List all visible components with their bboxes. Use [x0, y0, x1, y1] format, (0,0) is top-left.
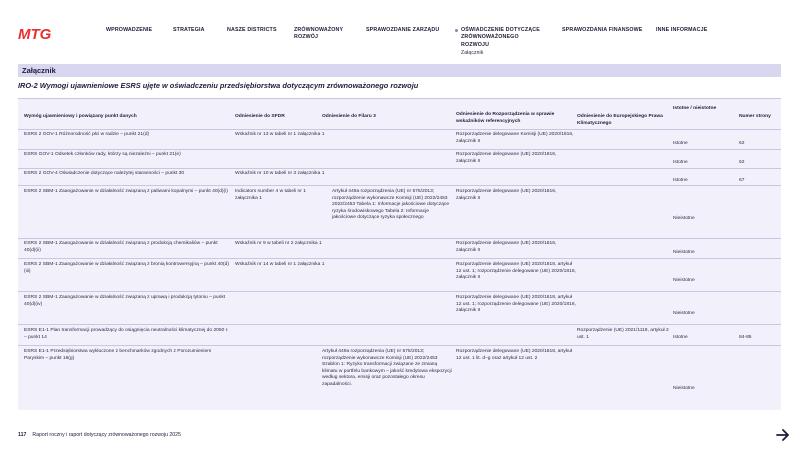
header-cell: Odniesienie do SFDR	[235, 114, 285, 119]
report-title: Raport roczny i raport dotyczący zrównoważonego rozwoju 2025	[32, 432, 181, 438]
page-footer	[18, 432, 181, 438]
cell-benchmark: Rozporządzenie delegowane Komisji (UE) 2020/1816, załącznik II	[456, 132, 574, 144]
cell-benchmark: Rozporządzenie delegowane (UE) 2020/1816, załącznik II	[456, 189, 557, 201]
nav-label: SPRAWOZDANIA FINANSOWE	[562, 27, 643, 33]
nav-label: ZRÓWNOWAŻONY	[294, 27, 344, 33]
header-cell: Odniesienie do Rozporządzenia w sprawie wskaźników referencyjnych	[456, 112, 555, 124]
cell-benchmark: Rozporządzenie delegowane (UE) 2020/1818, artykuł 12 ust. 1; rozporządzenie delegowane (UE) 2020/1816, załącznik II	[456, 295, 576, 313]
active-dot-icon	[455, 29, 458, 32]
cell-materiality: Nieistotne	[673, 386, 695, 391]
cell-page: 62	[739, 141, 745, 146]
nav-label: STRATEGIA	[173, 27, 205, 33]
table-row	[18, 292, 781, 325]
nav-label: INNE INFORMACJE	[656, 27, 708, 33]
nav-nasze-districts[interactable]	[227, 27, 277, 34]
cell-requirement: ESRS 2 SBM-1 Zaangażowanie w działalność związaną z bronią kontrowersyjną – punkt 40(d)(iii)	[24, 262, 229, 274]
cell-requirement: ESRS GOV-1 Odsetek członków rady, którzy są niezależni – punkt 21(e)	[24, 152, 181, 157]
cell-materiality: Istotne	[673, 178, 688, 183]
table-row	[18, 169, 781, 186]
cell-sfdr: Wskaźnik nr 10 w tabeli nr 3 załącznika 1	[235, 171, 325, 176]
nav-zrownowazony-rozwoj[interactable]	[294, 27, 343, 42]
cell-requirement: ESRS 2 SBM-1 Zaangażowanie w działalność związaną z paliwami kopalnymi – punkt 40(d)(i)	[24, 189, 228, 194]
cell-benchmark: Rozporządzenie delegowane (UE) 2020/1816, załącznik II	[456, 152, 557, 164]
page-number: 117	[18, 432, 27, 438]
arrow-right-icon	[776, 429, 790, 441]
cell-climate-law: Rozporządzenie (UE) 2021/1119, artykuł 2 ust. 1	[577, 328, 669, 340]
nav-sub-label[interactable]: Załącznik	[461, 50, 484, 57]
cell-page: 62	[739, 160, 745, 165]
section-header	[18, 64, 781, 77]
table-row	[18, 259, 781, 292]
cell-materiality: Nieistotne	[673, 216, 695, 221]
cell-benchmark: Rozporządzenie delegowane (UE) 2020/1818, artykuł 12 ust. 1 lit. d–g oraz artykuł 12 ust. 2	[456, 349, 573, 361]
header-cell: Wymóg ujawnieniowy i powiązany punkt danych	[24, 114, 137, 119]
svg-text:MTG: MTG	[18, 26, 52, 43]
cell-benchmark: Rozporządzenie delegowane (UE) 2020/1818, artykuł 12 ust. 1; rozporządzenie delegowane (UE) 2020/1816, załącznik II	[456, 262, 576, 280]
page-subtitle: IRO-2 Wymogi ujawnieniowe ESRS ujęte w oświadczeniu przedsiębiorstwa dotyczącym zrównoważonego rozwoju	[18, 81, 419, 90]
cell-requirement: ESRS 2 SBM-1 Zaangażowanie w działalność związaną z produkcją chemikaliów – punkt 40(d)(ii)	[24, 241, 218, 253]
table-row	[18, 186, 781, 239]
table-row	[18, 150, 781, 169]
cell-sfdr: Indicators number 4 w tabeli nr 1 załącznika 1	[235, 189, 306, 201]
nav-label: WPROWADZENIE	[106, 27, 153, 33]
cell-requirement: ESRS E1-1 Przedsiębiorstwa wykluczone z benchmarków zgodnych z Porozumieniem Paryskim – punkt 16(g)	[24, 349, 212, 361]
section-title: Załącznik	[22, 66, 56, 75]
mtg-logo-mark	[18, 25, 58, 43]
nav-strategia[interactable]	[173, 27, 205, 34]
header-cell: Odniesienie do Filaru 3	[322, 114, 376, 119]
cell-sfdr: Wskaźnik nr 9 w tabeli nr 2 załącznika 1	[235, 241, 322, 246]
cell-materiality: Istotne	[673, 335, 688, 340]
cell-materiality: Nieistotne	[673, 311, 695, 316]
cell-materiality: Nieistotne	[673, 278, 695, 283]
cell-sfdr: Wskaźnik nr 13 w tabeli nr 1 załącznika 1	[235, 132, 325, 137]
nav-label: OŚWIADCZENIE DOTYCZĄCE	[461, 27, 540, 33]
nav-label: SPRAWOZDANIE ZARZĄDU	[366, 27, 440, 33]
nav-label: ZRÓWNOWAŻONEGO	[461, 34, 519, 41]
cell-materiality: Nieistotne	[673, 250, 695, 255]
header-cell: Istotne / nieistotne	[673, 106, 717, 111]
next-page-button[interactable]	[776, 429, 790, 441]
cell-materiality: Istotne	[673, 160, 688, 165]
cell-requirement: ESRS 2 GOV-1 Różnorodność płci w radzie – punkt 21(d)	[24, 132, 150, 137]
nav-sprawozdania-finansowe[interactable]	[562, 27, 643, 34]
cell-page: 84-85	[739, 335, 752, 340]
cell-benchmark: Rozporządzenie delegowane (UE) 2020/1816, załącznik II	[456, 241, 557, 253]
header-cell: Odniesienie do Europejskiego Prawa Klimatycznego	[577, 114, 663, 126]
nav-inne-informacje[interactable]	[656, 27, 707, 34]
table-row	[18, 239, 781, 259]
nav-oswiadczenie-active[interactable]	[461, 27, 540, 58]
nav-label: ROZWOJU	[461, 41, 490, 48]
table-row	[18, 130, 781, 150]
disclosure-table	[18, 98, 781, 410]
cell-page: 67	[739, 178, 745, 183]
nav-sprawozdanie-zarzadu[interactable]	[366, 27, 439, 34]
cell-materiality: Istotne	[673, 141, 688, 146]
cell-pillar3: Artykuł 449a rozporządzenia (UE) nr 575/2013; rozporządzenie wykonawcze Komisji (UE) 2022/2453 Szablon 1: Ryzyko transformacji związane ze zmianą klimatu w portfelu bankowym – jakość kredytowa ekspozycji według sektora, emisji oraz pozostałego okresu zapadalności.	[322, 349, 452, 387]
cell-pillar3: Artykuł 449a rozporządzenia (UE) nr 575/2013; rozporządzenie wykonawcze Komisji (UE) 2022/2453 2022/2453 Tabela 1: Informacje jakościowe dotyczące ryzyka środowiskowego Tabela 2: Informacje jakościowe dotyczące ryzyka społecznego	[332, 189, 450, 220]
cell-sfdr: Wskaźnik nr 14 w tabeli nr 1 załącznika 1	[235, 262, 325, 267]
nav-label: ROZWÓJ	[294, 34, 319, 41]
header-cell: Numer strony	[739, 114, 771, 119]
cell-requirement: ESRS 2 SBM-1 Zaangażowanie w działalność związaną z uprawą i produkcją tytoniu – punkt 40(d)(iv)	[24, 295, 226, 307]
nav-wprowadzenie[interactable]	[106, 27, 152, 34]
table-header-row	[18, 99, 781, 130]
cell-requirement: ESRS 2 GOV-4 Oświadczenie dotyczące należytej staranności – punkt 30	[24, 171, 185, 176]
brand-logo[interactable]	[18, 25, 58, 43]
table-row	[18, 325, 781, 346]
table-row	[18, 346, 781, 411]
cell-requirement: ESRS E1-1 Plan transformacji prowadzący do osiągnięcia neutralności klimatycznej do 2050 r. – punkt 14	[24, 328, 229, 340]
nav-label: NASZE DISTRICTS	[227, 27, 277, 33]
